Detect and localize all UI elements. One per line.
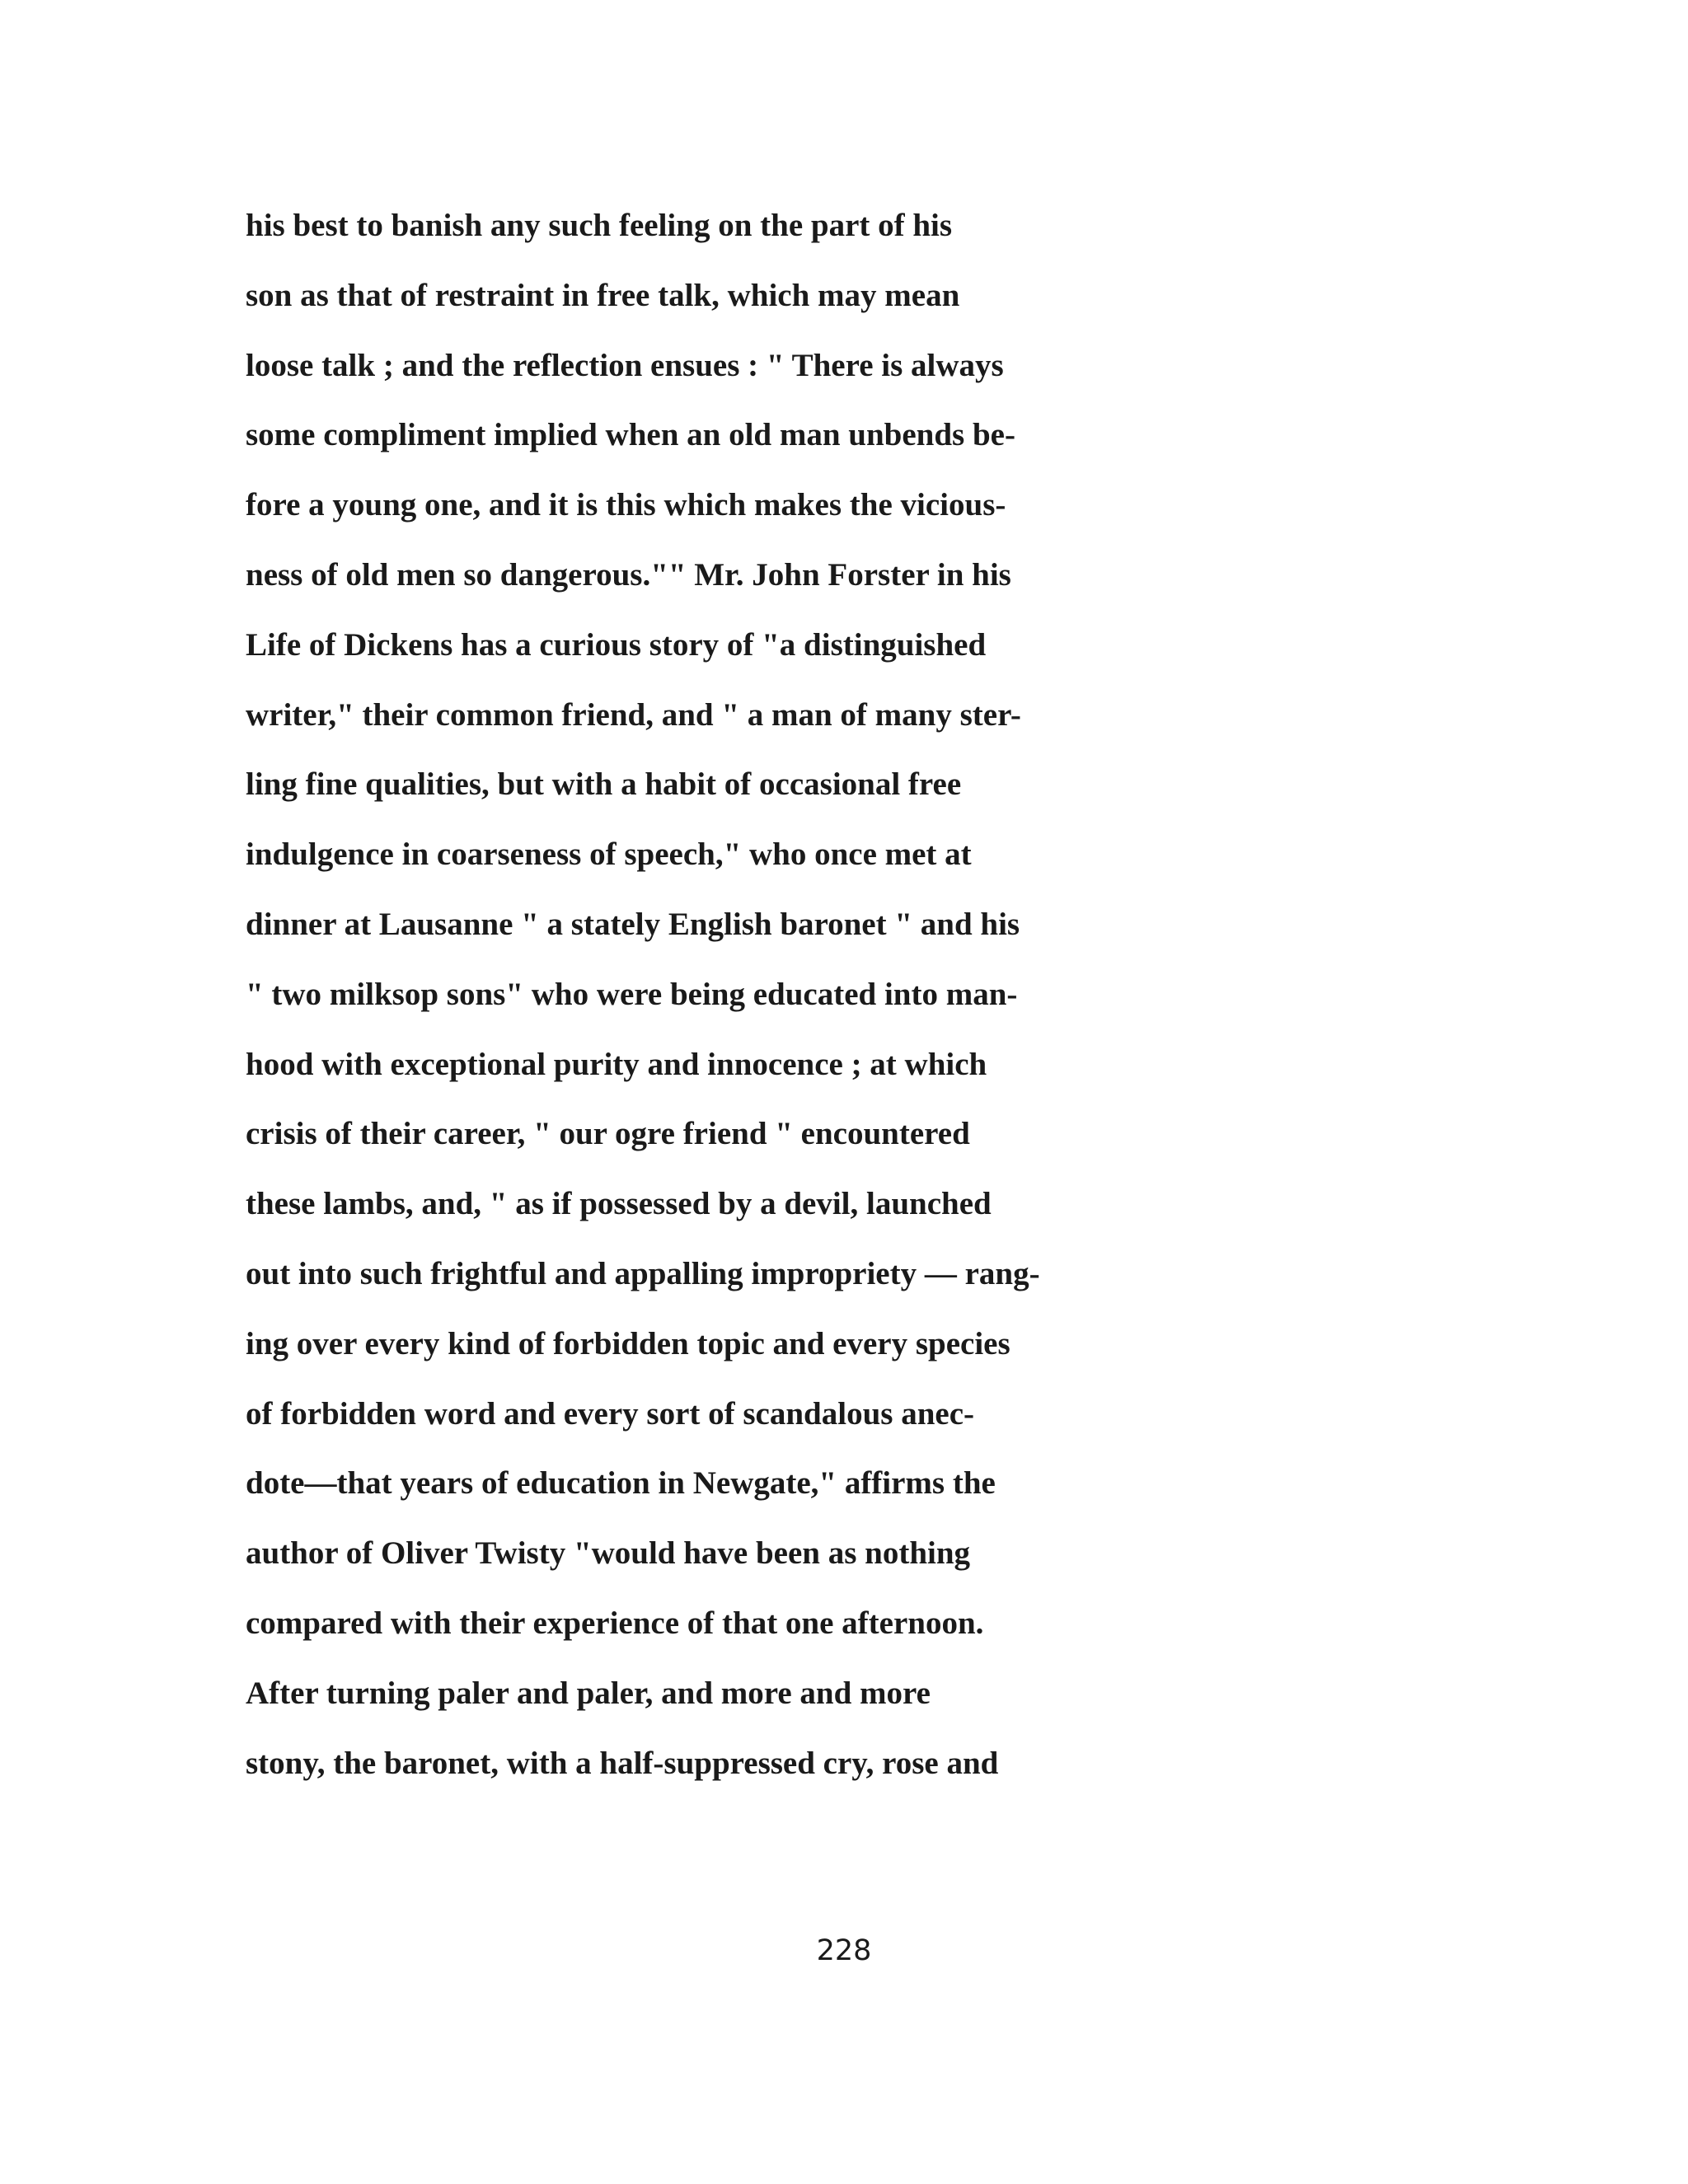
text-line: his best to banish any such feeling on the part of his: [246, 208, 953, 243]
text-line: hood with exceptional purity and innocence ; at which: [246, 1046, 987, 1082]
text-line: dinner at Lausanne " a stately English baronet " and his: [246, 906, 1020, 942]
text-line: compared with their experience of that one afternoon.: [246, 1605, 984, 1641]
text-line: ness of old men so dangerous."" Mr. John Forster in his: [246, 556, 1011, 593]
text-line: writer," their common friend, and " a man of many ster-: [246, 696, 1021, 733]
text-line: author of Oliver Twisty "would have been as nothing: [246, 1535, 971, 1572]
text-line: son as that of restraint in free talk, which may mean: [246, 277, 960, 313]
text-line: of forbidden word and every sort of scandalous anec-: [246, 1395, 974, 1432]
text-line: stony, the baronet, with a half-suppressed cry, rose and: [246, 1745, 999, 1781]
text-line: dote—that years of education in Newgate," affirms the: [246, 1465, 996, 1502]
text-line: loose talk ; and the reflection ensues : " There is always: [246, 347, 1004, 383]
text-line: out into such frightful and appalling impropriety — rang-: [246, 1255, 1040, 1291]
text-line: Life of Dickens has a curious story of "a distinguished: [246, 626, 987, 663]
text-line: " two milksop sons" who were being educated into man-: [246, 976, 1018, 1012]
text-line: ing over every kind of forbidden topic and every species: [246, 1325, 1010, 1361]
text-line: these lambs, and, " as if possessed by a devil, launched: [246, 1186, 992, 1222]
text-line: indulgence in coarseness of speech," who once met at: [246, 837, 972, 873]
text-line: some compliment implied when an old man unbends be-: [246, 417, 1015, 453]
text-line: ling fine qualities, but with a habit of occasional free: [246, 766, 962, 803]
text-line: crisis of their career, " our ogre friend " encountered: [246, 1116, 970, 1152]
page-number: 228: [816, 1934, 872, 1967]
text-line: fore a young one, and it is this which makes the vicious-: [246, 487, 1006, 523]
body-text: [246, 191, 1400, 1798]
text-line: After turning paler and paler, and more and more: [246, 1675, 931, 1711]
